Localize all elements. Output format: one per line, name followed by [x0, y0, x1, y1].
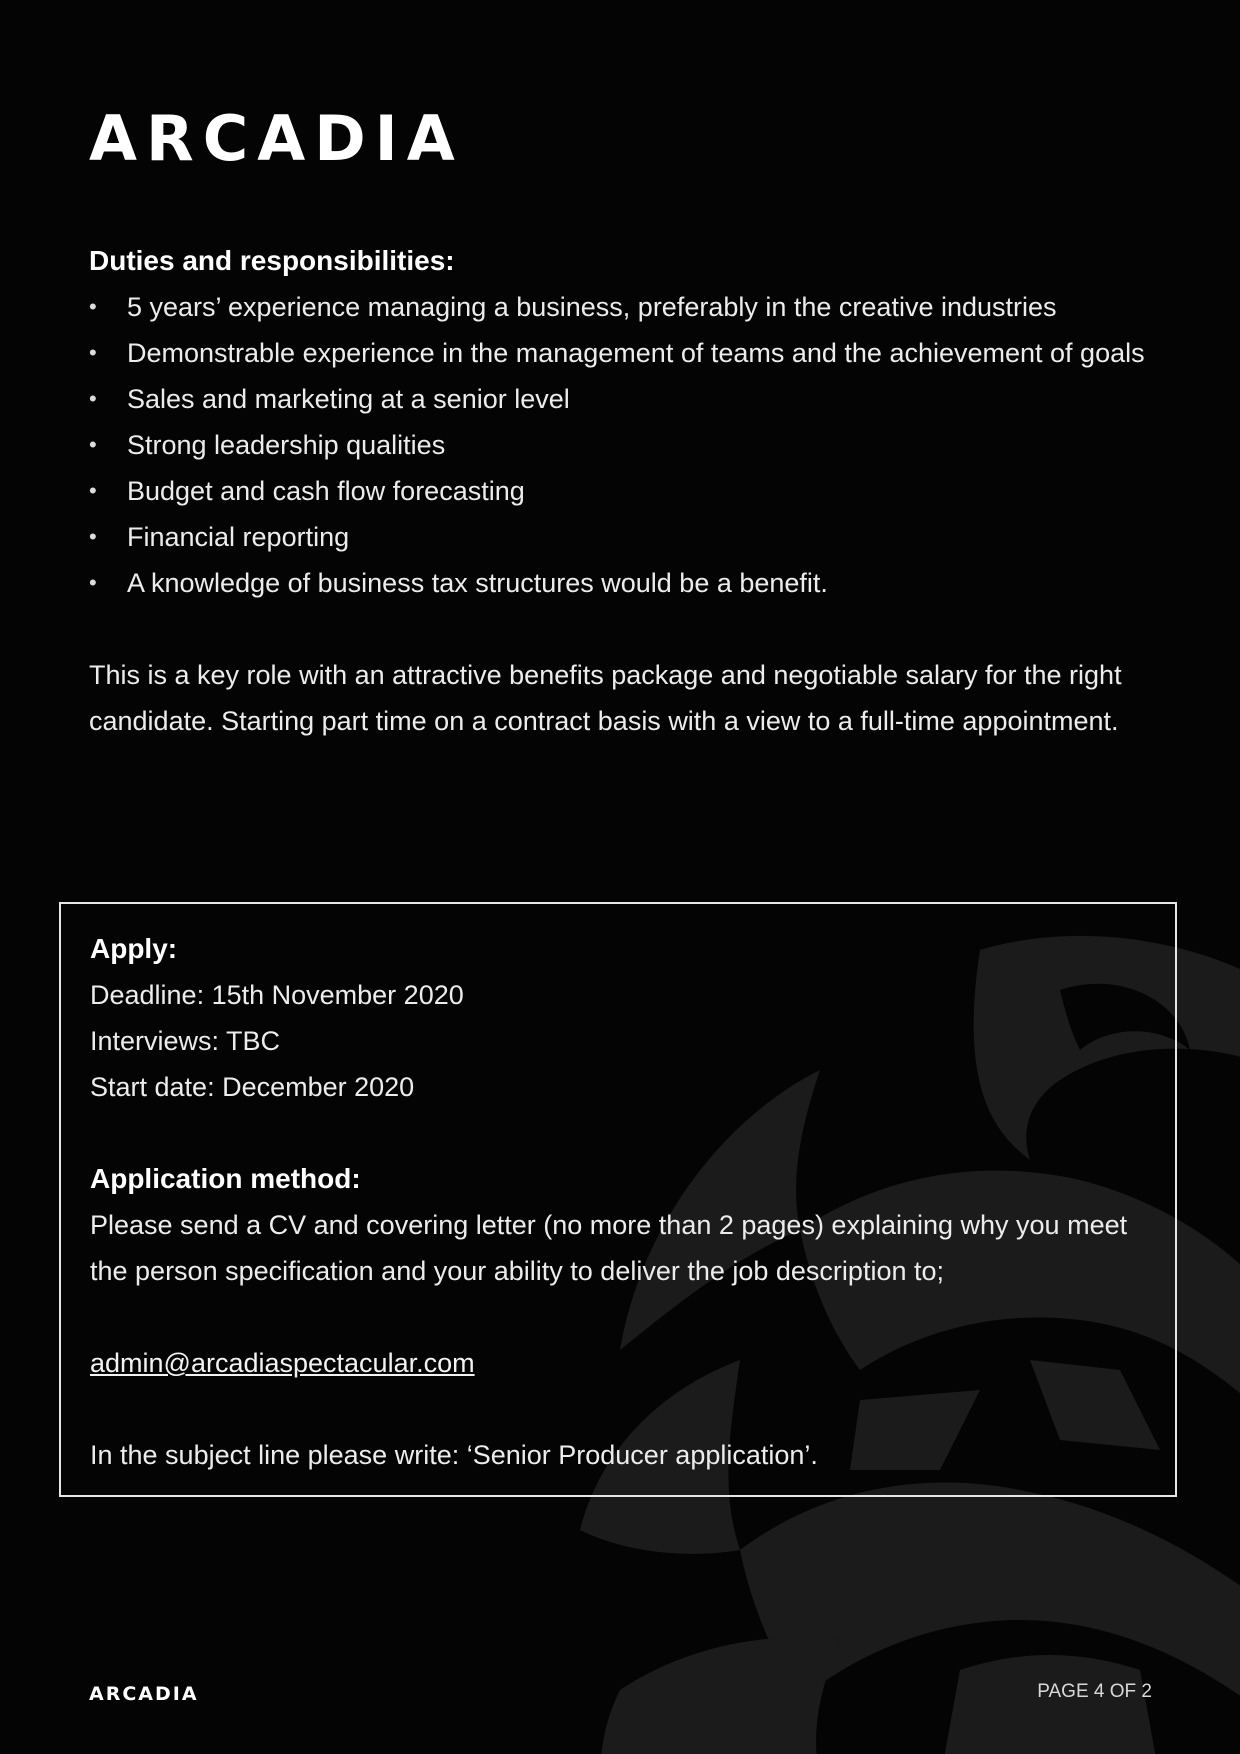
- apply-heading: Apply:: [90, 933, 178, 964]
- spacer: [90, 1110, 1155, 1156]
- apply-content: [90, 926, 1155, 1478]
- arcadia-logo: ARCADIA: [89, 102, 464, 175]
- duty-item: • A knowledge of business tax structures would be a benefit.: [89, 560, 1149, 606]
- duty-item: • Demonstrable experience in the management of teams and the achievement of goals: [89, 330, 1149, 376]
- duties-list: [89, 284, 1149, 606]
- apply-box: [59, 902, 1177, 1497]
- email-line: [90, 1340, 1155, 1386]
- duty-item: • 5 years’ experience managing a business, preferably in the creative industries: [89, 284, 1149, 330]
- duty-item: • Sales and marketing at a senior level: [89, 376, 1149, 422]
- interviews-text: Interviews: TBC: [90, 1026, 281, 1056]
- duties-section: [89, 238, 1149, 744]
- deadline-text: Deadline: 15th November 2020: [90, 980, 464, 1010]
- email-link[interactable]: admin@arcadiaspectacular.com: [90, 1348, 475, 1378]
- duty-item: • Financial reporting: [89, 514, 1149, 560]
- footer-logo: ARCADIA: [89, 1683, 199, 1705]
- application-method-text: Please send a CV and covering letter (no more than 2 pages) explaining why you meet the person specification and your ability to deliver the job description to;: [90, 1210, 1128, 1286]
- duty-item: • Budget and cash flow forecasting: [89, 468, 1149, 514]
- page-number: PAGE 4 OF 2: [1037, 1681, 1152, 1702]
- duties-heading: Duties and responsibilities:: [89, 245, 455, 276]
- spacer: [90, 1386, 1155, 1432]
- duty-item: • Strong leadership qualities: [89, 422, 1149, 468]
- start-date-text: Start date: December 2020: [90, 1072, 415, 1102]
- benefits-paragraph: This is a key role with an attractive benefits package and negotiable salary for the right candidate. Starting part time on a contract basis with a view to a full-time appointment.: [89, 660, 1122, 736]
- subject-line-text: In the subject line please write: ‘Senior Producer application’.: [90, 1440, 818, 1470]
- application-method-heading: Application method:: [90, 1163, 361, 1194]
- spacer: [90, 1294, 1155, 1340]
